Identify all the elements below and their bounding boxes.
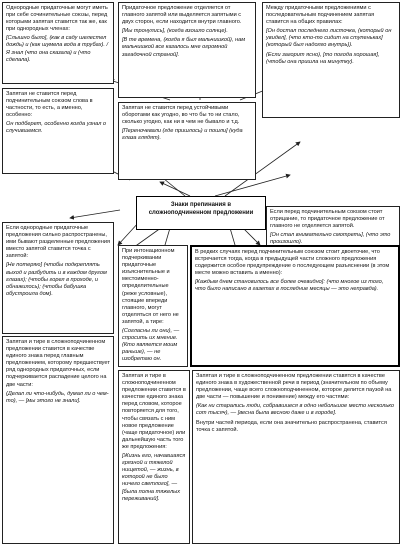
example-text: [Он достал последнего листочка, (который он увидел], (что кто-то сидит на ступеньках] (который был надолго внутрь)). [266,28,392,49]
example-text: [Он стал внимательно смотреть], (что это произошло). [270,232,391,246]
example-text: [Переночевали (где пришлось) и пошли] (куда глаза глядят). [122,128,243,142]
rule-text: Запятая и тире в сложноподчиненном предложении ставится в качестве единого знака перед главным предложением, которому предшествует ряд однородных придаточных, если подчеркивается распадение целого на две части: [6,339,110,388]
rule-text: Запятая не ставится перед подчинительным союзом слова в частности, то есть, а именно, особенно: [6,91,93,119]
title-text: Знаки препинания в сложноподчиненном предложении [148,202,254,216]
example-text: [Мы тронулись], (когда взошло солнце). [122,28,228,35]
example-text: (Если загорит ясно), [то погода хорошая], (чтобы она пришла на минутку). [266,51,380,65]
rule-text: Запятая и тире в сложноподчиненном предложении ставится в качестве единого знака перед словом, которое повторяется для того, чтобы связать с ним новое предложение (чаще придаточное) или дальнейшую часть того же предложения: [122,373,186,450]
example-text: [Не потеряю] (чтобы подкреплять выход и разбудить и в каждом другом глазах); (чтобы горел в проходе, и обнажилось); (чтобы бабушка обустроила дом). [6,262,107,297]
example-text: (Как ни старались люди, собравшиеся в одно небольшое место несколько сот тысяч), — [весна была весною даже и в городе]. [196,403,395,417]
box-comma-dash-period [192,370,400,544]
example-text: [Жизнь его, начавшаяся грязной и тяжелой нищетой, — жизнь, в которой не было ничего светлого], — [была полна тяжелых переживаний]. [122,453,186,502]
box-comma-separation [118,2,256,98]
box-sequential-subordination [262,2,400,118]
example-text: (Согласны ли они), — спросить их мнение. (Кто является моим раньше), — не изобретаю он. [122,328,180,363]
rule-text: При интонационном подчеркивании придаточные изъяснительные и местоименно-определительные (реже условные), стоящие впереди главного, могут отделяться от него не запятой, а тире: [122,248,179,325]
rule-text: Между придаточными предложениями с последовательным подчинением запятая ставится на общих правилах: [266,5,375,26]
example-text: [Каждым днем становилось все более очевидно]: (что многое из того, что было написано в газетах в последние месяцы — это неправда). [195,279,384,293]
box-no-comma-set-phrases [118,102,256,180]
box-no-comma-particles [2,88,114,174]
rule-text: Если однородные придаточные предложения сильно распространены, ими бывают разделенные предложения вместо запятой ставится точка с запятой: [6,225,110,260]
rule-text: Запятая и тире в сложноподчиненном предложении ставятся в качестве единого знака в художественной речи в период (значительном по объему предложении, чаще всего сложноподчиненном, которое делится паузой на две части — повышение и понижение) между его частями: [196,373,392,401]
rule-text: Внутри частей периода, если она значительно распространена, ставится точка с запятой. [196,419,387,433]
rule-text: Однородные придаточные могут иметь при себе сочинительные союзы, перед которыми запятая ставится так же, как при однородных членах: [6,5,108,33]
example-text: [В те времена, (когда я был мальчишкой), нам мальчишкой все казалось мне огромной загадочной страной]. [122,37,246,58]
diagram-title [136,196,266,230]
example-text: (Делал ли что-нибудь, думал ли о чем-то), — [мы этого не знали]. [6,390,109,404]
box-colon [190,245,400,367]
box-dash-emphasis [118,245,188,367]
rule-text: Запятая не ставится перед устойчивыми оборотами как угодно, во что бы то ни стало, сколько угодно, как ни в чем не бывало и т.д. [122,105,240,126]
box-comma-dash-homogeneous [2,336,114,544]
example-text: [Слышно было], (как в саду шелестел дождь) и (как шумела вода в трубах). / Я знал (что она сказала) и (что сделала). [6,35,109,63]
rule-text: Придаточное предложение отделяется от главного запятой или выделяется запятыми с двух сторон, если находится внутри главного. [122,5,242,26]
box-homogeneous-clauses [2,2,114,84]
example-text: Он подберет, особенно когда узнал о случившемся. [6,121,107,135]
box-semicolon [2,222,114,334]
box-comma-dash-repeated-word [118,370,190,544]
rule-text: В редких случаях перед подчинительным союзом стоит двоеточие, что встречается тогда, когда в предыдущей части сложного предложения содержится особое предупреждение о последующем разъяснении (в этом месте можно вставить а именно): [195,249,390,277]
rule-text: Если перед подчинительным союзом стоит отрицание, то придаточное предложение от главного не отделяется запятой. [270,209,385,230]
